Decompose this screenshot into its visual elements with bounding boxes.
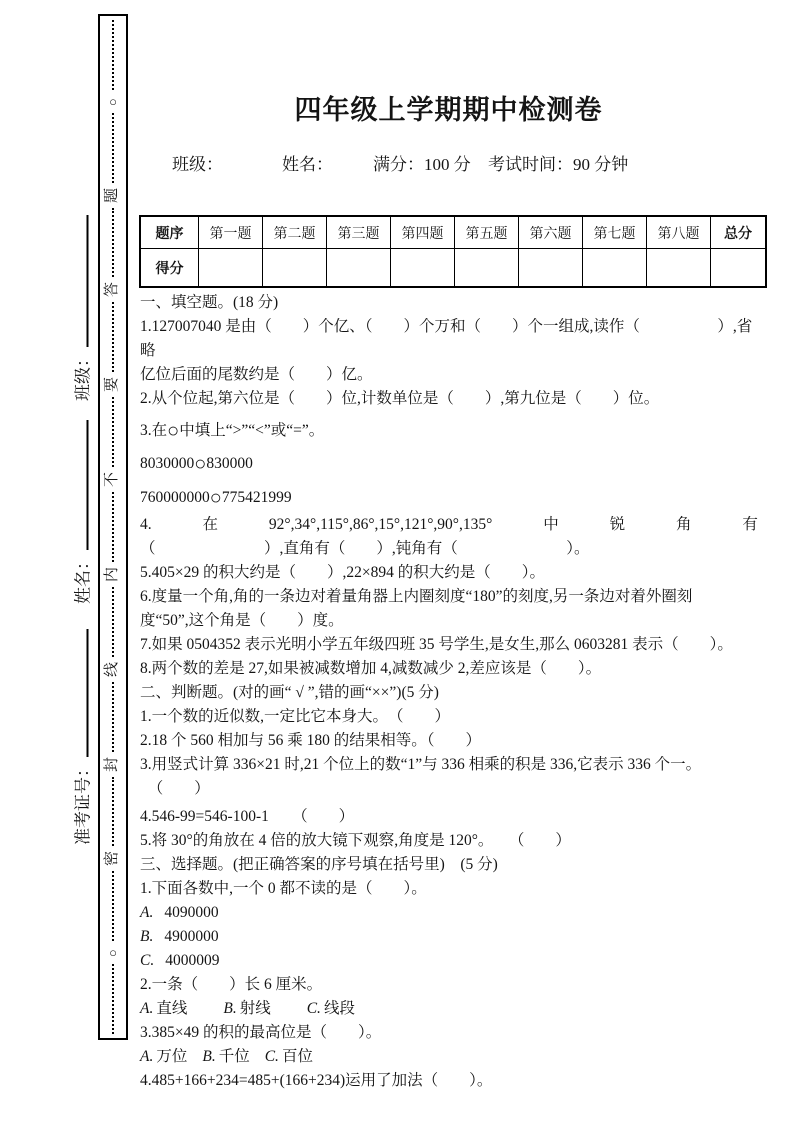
body-line <box>140 949 758 973</box>
option-letter: C. <box>264 1048 279 1065</box>
score-col-header: 第三题 <box>327 216 391 249</box>
seal-dotted-line <box>112 208 114 278</box>
answer-option <box>307 997 355 1021</box>
margin-field <box>69 629 94 845</box>
info-exam-time: 考试时间：90 分钟 <box>488 155 629 174</box>
seal-char: 答 <box>104 282 121 298</box>
option-text: 万位 <box>156 1048 188 1065</box>
info-full-score: 满分：100 分 <box>373 155 471 174</box>
option-letter: B. <box>223 1000 237 1017</box>
score-cell <box>263 249 327 288</box>
score-cell <box>455 249 519 288</box>
score-cell <box>583 249 647 288</box>
score-col-header: 题序 <box>140 216 199 249</box>
info-name-label: 姓名： <box>282 155 333 174</box>
score-table-header-row <box>140 216 766 249</box>
seal-dotted-line <box>112 20 114 90</box>
seal-dotted-line <box>112 587 114 657</box>
seal-char: 要 <box>104 377 121 393</box>
body-line-part: 在 <box>202 516 219 533</box>
info-class-label: 班级： <box>172 155 223 174</box>
seal-circle: ○ <box>109 93 117 109</box>
option-letter: B. <box>140 928 154 945</box>
body-line: 度“50”,这个角是（ ）度。 <box>140 612 344 629</box>
body-line: 7.如果 0504352 表示光明小学五年级四班 35 号学生,是女生,那么 0603281 表示（ ）。 <box>140 636 733 653</box>
body-line <box>140 925 758 949</box>
answer-option <box>140 925 219 949</box>
score-table-score-row <box>140 249 766 288</box>
seal-char: 密 <box>104 851 121 867</box>
answer-option <box>140 1045 187 1069</box>
margin-field-label: 班级： <box>73 350 93 401</box>
option-text: 线段 <box>323 1000 355 1017</box>
option-text: 4900000 <box>164 928 219 945</box>
option-letter: B. <box>202 1048 216 1065</box>
option-letter: C. <box>140 952 155 969</box>
body-line <box>140 997 758 1021</box>
body-line: 三、选择题。(把正确答案的序号填在括号里) (5 分) <box>140 856 498 873</box>
body-line-part: 中 <box>543 516 559 533</box>
body-line: 760000000○775421999 <box>140 487 292 509</box>
body-line: 8.两个数的差是 27,如果被减数增加 4,减数减少 2,差应该是（ ）。 <box>140 660 602 677</box>
answer-option <box>140 949 219 973</box>
body-line: 3.用竖式计算 336×21 时,21 个位上的数“1”与 336 相乘的积是 336,它表示 336 个一。 <box>140 756 702 773</box>
body-line: 2.18 个 560 相加与 56 乘 180 的结果相等。（ ） <box>140 732 482 749</box>
body-line-part: 有 <box>742 516 758 533</box>
score-col-header: 第七题 <box>583 216 647 249</box>
body-line: 一、填空题。(18 分) <box>140 294 279 311</box>
margin-field-line <box>87 629 89 757</box>
margin-field-line <box>87 420 89 550</box>
body-line: 4.546-99=546-100-1 （ ） <box>140 808 355 825</box>
score-row-label: 得分 <box>140 249 199 288</box>
score-col-header: 第八题 <box>647 216 711 249</box>
body-line: 3.在○中填上“>”“<”或“=”。 <box>140 420 325 442</box>
body-line: 5.405×29 的积大约是（ ）,22×894 的积大约是（ ）。 <box>140 564 545 581</box>
score-col-header: 第五题 <box>455 216 519 249</box>
body-line <box>140 513 758 537</box>
blank-circle: ○ <box>167 420 180 442</box>
seal-dotted-line <box>112 492 114 562</box>
option-text: 千位 <box>218 1048 250 1065</box>
option-letter: A. <box>140 1048 154 1065</box>
margin-field-line <box>87 215 89 347</box>
body-line: 2.一条（ ）长 6 厘米。 <box>140 976 323 993</box>
exam-title: 四年级上学期期中检测卷 <box>294 95 603 125</box>
body-line: 8030000○830000 <box>140 453 253 475</box>
answer-option <box>265 1045 313 1069</box>
body-line: （ ）,直角有（ ）,钝角有（ ）。 <box>140 540 590 557</box>
score-cell <box>519 249 583 288</box>
body-line: 4.485+166+234=485+(166+234)运用了加法（ ）。 <box>140 1072 493 1089</box>
seal-line-strip <box>98 14 128 1040</box>
seal-dotted-line <box>112 397 114 467</box>
seal-dotted-line <box>112 302 114 372</box>
seal-char: 线 <box>104 661 121 677</box>
score-col-header: 第一题 <box>199 216 263 249</box>
seal-circle: ○ <box>109 945 117 961</box>
exam-body <box>140 291 758 1093</box>
blank-circle: ○ <box>194 453 207 475</box>
margin-field-label: 姓名： <box>73 553 93 604</box>
body-line: 亿位后面的尾数约是（ ）亿。 <box>140 366 373 383</box>
body-line-part: 角 <box>676 516 692 533</box>
answer-option <box>140 901 219 925</box>
seal-dotted-line <box>112 777 114 847</box>
seal-dotted-line <box>112 113 114 183</box>
seal-dotted-line <box>112 682 114 752</box>
body-line: 5.将 30°的角放在 4 倍的放大镜下观察,角度是 120°。 （ ） <box>140 832 571 849</box>
body-line <box>140 901 758 925</box>
score-col-header: 总分 <box>711 216 767 249</box>
option-text: 直线 <box>156 1000 188 1017</box>
answer-option <box>223 997 270 1021</box>
score-cell <box>199 249 263 288</box>
seal-char: 内 <box>104 566 121 582</box>
body-line-part: 锐 <box>609 516 626 533</box>
body-line: 6.度量一个角,角的一条边对着量角器上内圈刻度“180”的刻度,另一条边对着外圈刻 <box>140 588 693 605</box>
score-col-header: 第六题 <box>519 216 583 249</box>
seal-char: 题 <box>104 187 121 203</box>
answer-option <box>140 997 187 1021</box>
body-line: 二、判断题。(对的画“ √ ”,错的画“××”)(5 分) <box>140 684 439 701</box>
score-col-header: 第二题 <box>263 216 327 249</box>
option-text: 射线 <box>239 1000 271 1017</box>
option-text: 4090000 <box>164 904 219 921</box>
answer-option <box>202 1045 249 1069</box>
body-line: 1.下面各数中,一个 0 都不读的是（ ）。 <box>140 880 427 897</box>
option-letter: C. <box>306 1000 321 1017</box>
score-cell <box>391 249 455 288</box>
body-line: （ ） <box>140 780 210 797</box>
option-text: 4000009 <box>165 952 220 969</box>
score-table <box>139 215 767 288</box>
body-line-part: 92°,34°,115°,86°,15°,121°,90°,135° <box>268 516 493 533</box>
body-line: 2.从个位起,第六位是（ ）位,计数单位是（ ）,第九位是（ ）位。 <box>140 390 660 407</box>
body-line <box>140 1045 758 1069</box>
option-letter: A. <box>140 904 154 921</box>
score-cell <box>647 249 711 288</box>
margin-field-label: 准考证号： <box>73 760 93 845</box>
body-line: 3.385×49 的积的最高位是（ ）。 <box>140 1024 382 1041</box>
seal-dotted-line <box>112 964 114 1034</box>
score-cell <box>327 249 391 288</box>
seal-dotted-line <box>112 871 114 941</box>
seal-char: 封 <box>104 756 121 772</box>
body-line-part: 4. <box>140 516 152 533</box>
score-col-header: 第四题 <box>391 216 455 249</box>
option-text: 百位 <box>281 1048 313 1065</box>
body-line: 1.127007040 是由（ ）个亿、（ ）个万和（ ）个一组成,读作（ ）,省略 <box>140 318 753 359</box>
blank-circle: ○ <box>209 487 222 509</box>
margin-field <box>69 420 94 604</box>
margin-field <box>69 215 94 401</box>
seal-char: 不 <box>104 472 121 488</box>
option-letter: A. <box>140 1000 154 1017</box>
score-cell <box>711 249 767 288</box>
body-line: 1.一个数的近似数,一定比它本身大。 （ ） <box>140 708 451 725</box>
